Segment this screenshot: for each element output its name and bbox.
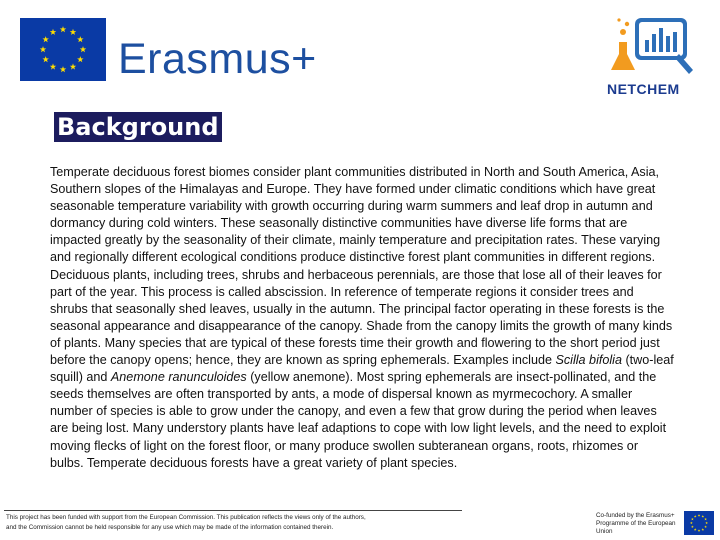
eu-star-icon — [691, 525, 694, 528]
cofunded-label: Co-funded by the Erasmus+ Programme of the European Union — [596, 512, 676, 535]
body-paragraph — [50, 164, 674, 472]
eu-star-icon — [60, 66, 66, 72]
eu-stars-small-icon — [684, 511, 714, 535]
species-name-scilla: Scilla bifolia — [555, 353, 622, 368]
eu-star-icon — [694, 515, 697, 518]
eu-star-icon — [50, 63, 56, 69]
eu-star-icon — [705, 522, 708, 525]
funding-disclaimer — [6, 513, 476, 533]
eu-star-icon — [70, 29, 76, 35]
body-text-part-1: Temperate deciduous forest biomes consider plant communities distributed in North and South America, Asia, Southern slopes of the Himalayas and Europe. They have formed under climatic conditions which have great seasonable temperature variability with growth occurring during warm summers and leaf drop in autumn and dormancy during cold winters. These seasonally distinctive communities have diverse life forms that are impacted greatly by the seasonality of their climate, mainly temperature and precipitation rates. These varying and regionally different ecological conditions produce distinctive forest plant communities in different regions. Deciduous plants, including trees, shrubs and herbaceous perennials, are those that lose all of their leaves for part of the year. This process is called abscission. In reference of temperate regions it consider trees and shrubs that seasonally shed leaves, usually in the autumn. The principal factor operating in these forests is the seasonal appearance and disappearance of the canopy. Shade from the canopy limits the growth of many kinds of plants. Many species that are typical of these forests time their growth and flowering to the short period just before the canopy opens; hence, they are known as spring ephemerals. Examples include — [50, 165, 673, 368]
eu-star-icon — [70, 63, 76, 69]
body-text-part-2: (two-leaf squill) and — [50, 353, 674, 385]
disclaimer-line-2: and the Commission cannot be held responsible for any use which may be made of the information contained therein. — [6, 524, 334, 531]
eu-star-icon — [50, 29, 56, 35]
disclaimer-line-1: This project has been funded with support from the European Commission. This publication reflects the views only of the authors, — [6, 514, 366, 521]
eu-star-icon — [691, 518, 694, 521]
eu-star-icon — [704, 518, 707, 521]
netchem-logo — [605, 14, 695, 99]
eu-star-icon — [42, 36, 48, 42]
eu-stars-icon — [20, 18, 106, 81]
eu-star-icon — [704, 525, 707, 528]
eu-star-icon — [690, 522, 693, 525]
eu-star-icon — [40, 46, 46, 52]
eu-star-icon — [42, 56, 48, 62]
species-name-anemone: Anemone ranunculoides — [110, 370, 247, 385]
erasmus-plus-logo-text: Erasmus+ — [118, 35, 317, 83]
eu-star-icon — [77, 56, 83, 62]
eu-flag-logo — [20, 18, 106, 81]
eu-star-icon — [698, 529, 701, 532]
eu-flag-small-icon — [684, 511, 714, 535]
section-heading: Background — [54, 112, 222, 142]
eu-star-icon — [60, 26, 66, 32]
eu-star-icon — [698, 514, 701, 517]
eu-star-icon — [701, 528, 704, 531]
netchem-logo-label: NETCHEM — [607, 81, 680, 97]
footer-divider — [4, 510, 462, 511]
eu-star-icon — [80, 46, 86, 52]
body-text-part-3: (yellow anemone). Most spring ephemerals are insect-pollinated, and the seeds themselves are often transported by ants, a mode of dispersal known as myrmecochory. A smaller number of species is able to grow under the canopy, and even a few that grow during the period when leaves are being lost. Many understory plants have leaf adaptions to cope with low light levels, and the need to exploit moving flecks of light on the forest floor, or many produce swollen subteranean organs, roots, rhizomes or bulbs. Temperate deciduous forests have a great variety of plant species. — [50, 370, 667, 470]
eu-star-icon — [694, 528, 697, 531]
netchem-flask-icon — [605, 14, 695, 86]
eu-star-icon — [701, 515, 704, 518]
eu-star-icon — [77, 36, 83, 42]
